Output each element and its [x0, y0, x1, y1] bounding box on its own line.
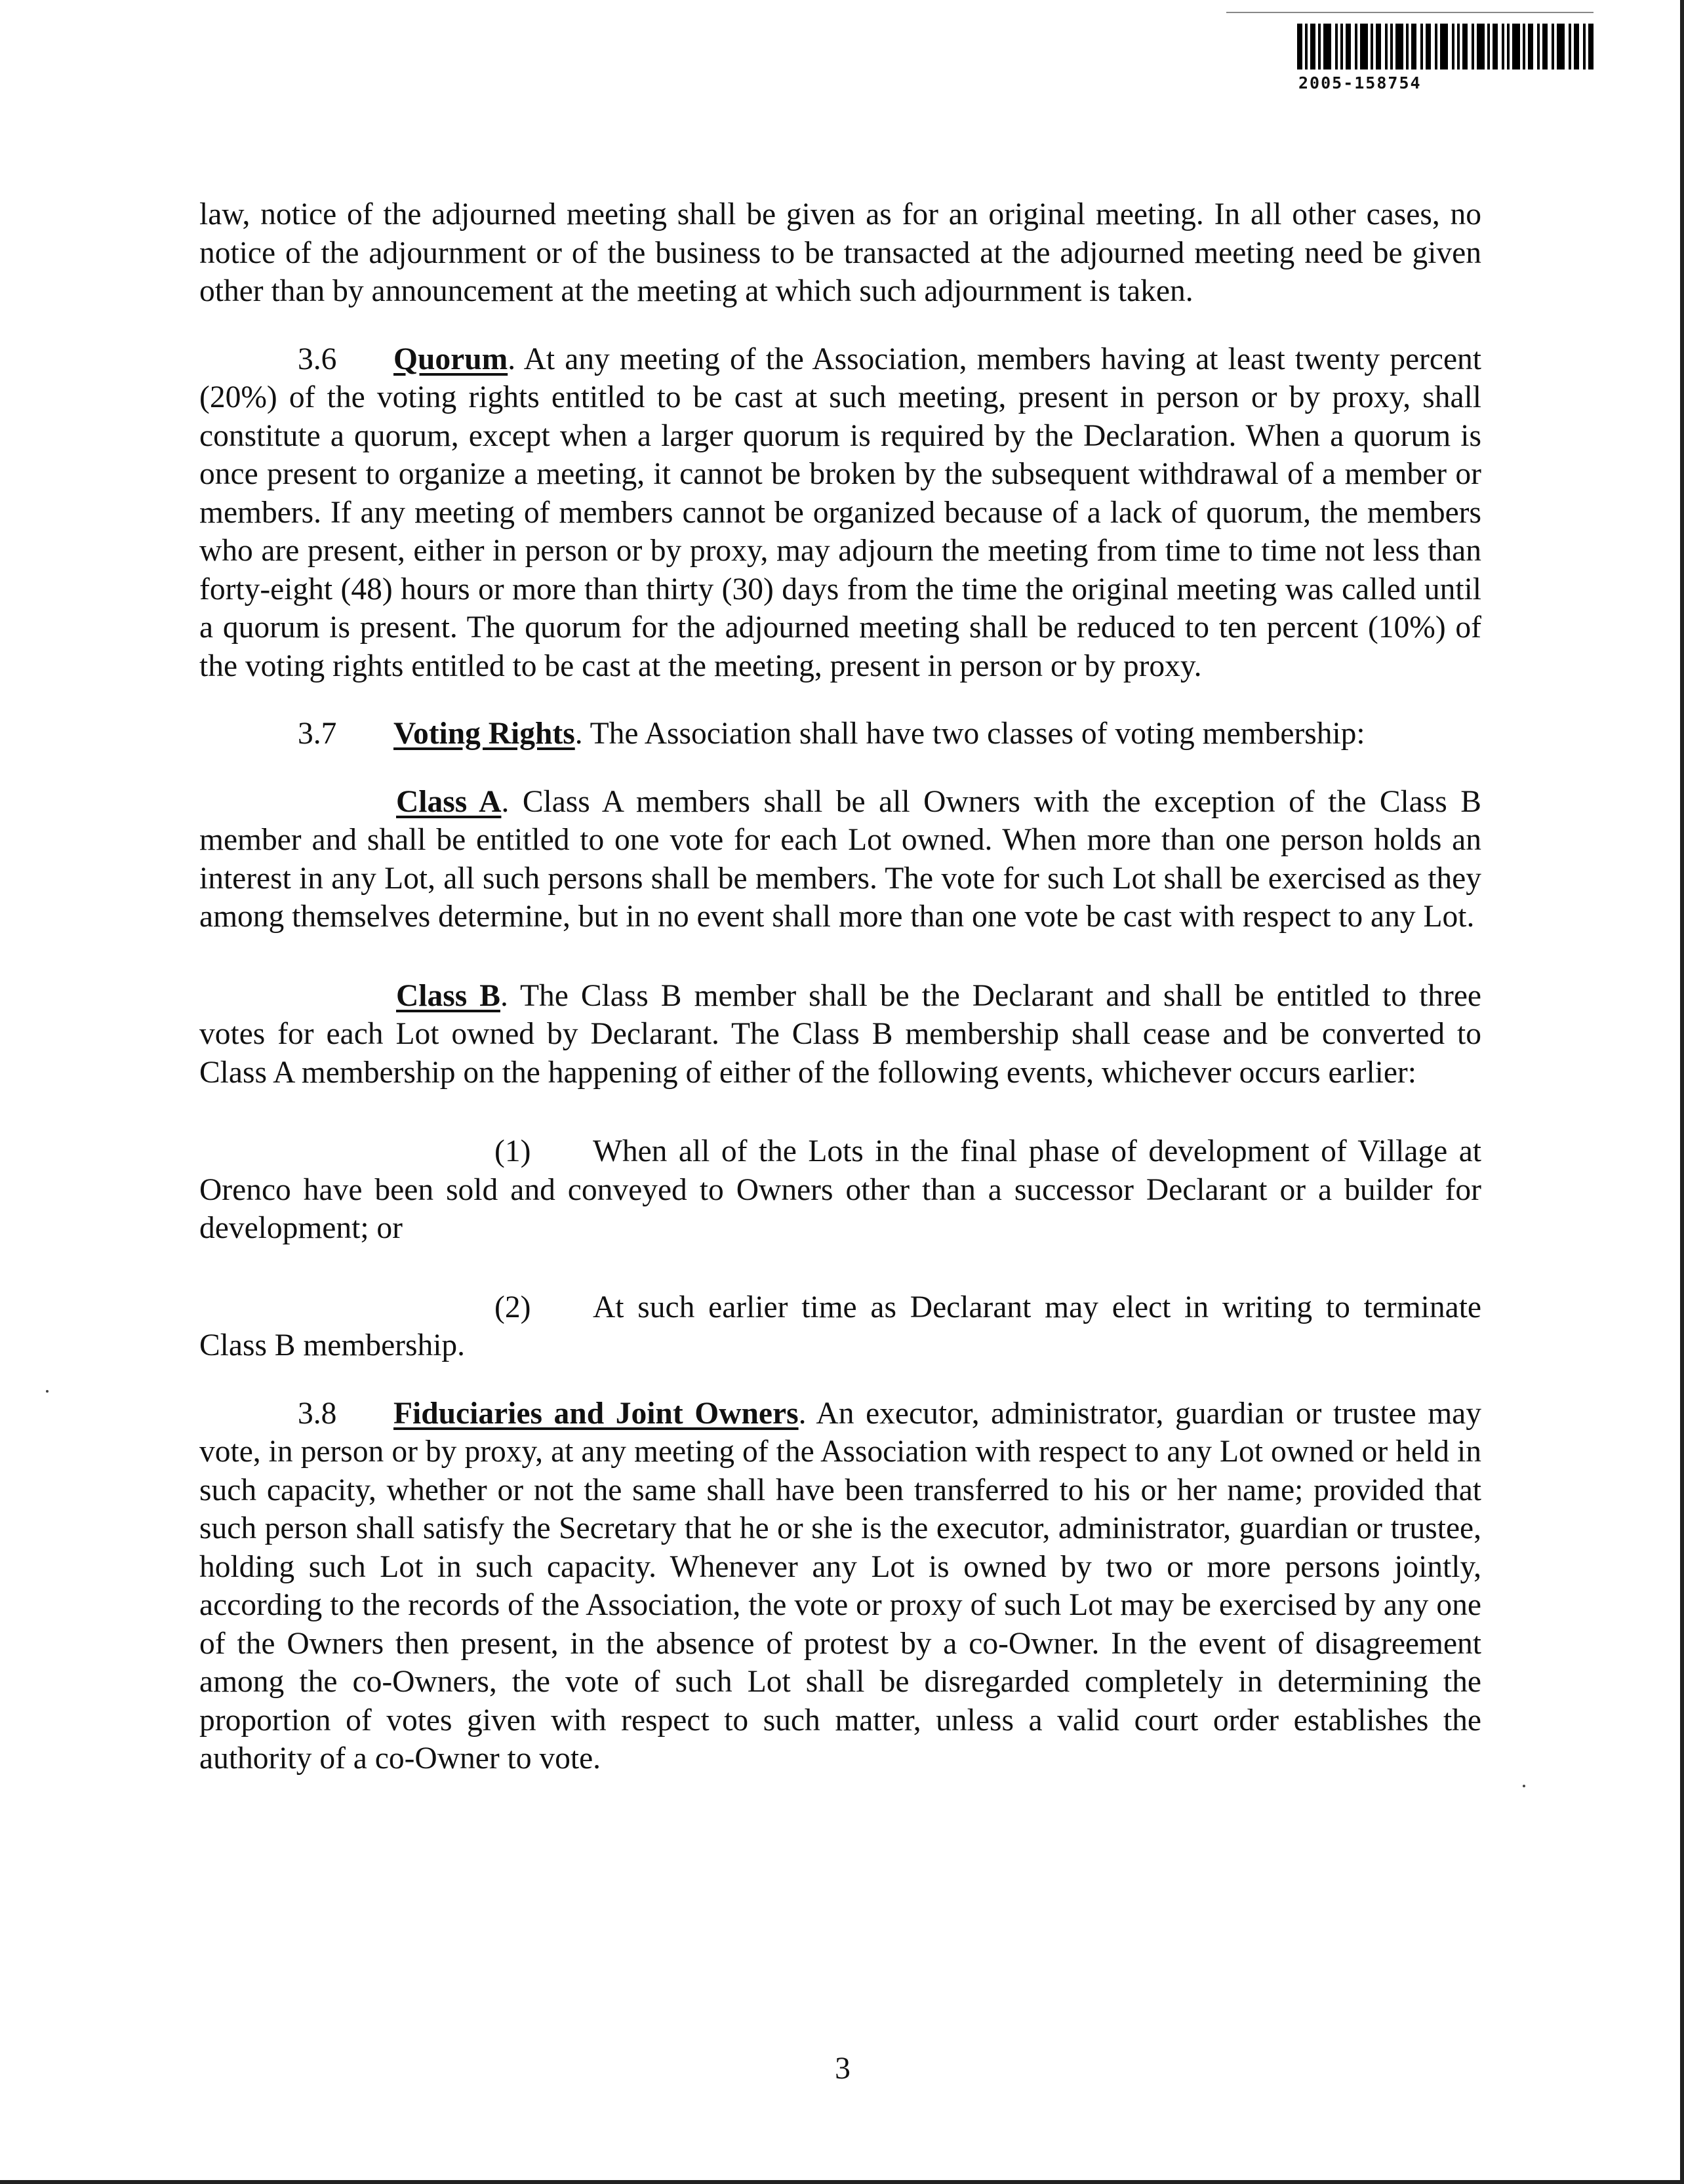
document-body: [199, 195, 1481, 1808]
class-b-paragraph: [199, 977, 1481, 1092]
section-number: 3.8: [298, 1396, 337, 1431]
paragraph-continuation: law, notice of the adjourned meeting shall be given as for an original meeting. In all other cases, no notice of the adjournment or of the business to be transacted at the adjourned meeting need be given other than by announcement at the meeting at which such adjournment is taken.: [199, 197, 1481, 308]
scan-speck: [1523, 1785, 1525, 1787]
class-text: . Class A members shall be all Owners with the exception of the Class B member and shall be entitled to one vote for each Lot owned. When more than one person holds an interest in any Lot, all such persons shall be members. The vote for such Lot shall be exercised as they among themselves determine, but in no event shall more than one vote be cast with respect to any Lot.: [199, 784, 1481, 934]
section-heading: Quorum: [393, 342, 508, 376]
list-text: At such earlier time as Declarant may elect in writing to terminate Class B membership.: [199, 1290, 1481, 1362]
barcode-image: [1297, 24, 1594, 69]
section-number: 3.7: [298, 717, 337, 751]
recording-number: 2005-158754: [1298, 73, 1422, 92]
scan-speck: [46, 1390, 49, 1393]
scan-edge-bottom: [0, 2180, 1684, 2184]
class-text: . The Class B member shall be the Declarant and shall be entitled to three votes for each Lot owned by Declarant. The Class B membership shall cease and be converted to Class A membership on the happening of either of the following events, whichever occurs earlier:: [199, 978, 1481, 1090]
list-item-2: [199, 1288, 1481, 1365]
list-number: (2): [494, 1290, 531, 1324]
section-heading: Voting Rights: [393, 717, 575, 751]
list-item-1: [199, 1132, 1481, 1248]
section-number: 3.6: [298, 342, 337, 376]
section-text: . The Association shall have two classes of voting membership:: [574, 717, 1365, 751]
section-3-7: [199, 715, 1481, 753]
section-text: . An executor, administrator, guardian or trustee may vote, in person or by proxy, at any meeting of the Association with respect to any Lot owned or held in such capacity, whether or not the same shall have been transferred to his or her name; provided that such person shall satisfy the Secretary that he or she is the executor, administrator, guardian or trustee, holding such Lot in such capacity. Whenever any Lot is owned by two or more persons jointly, according to the records of the Association, the vote or proxy of such Lot may be exercised by any one of the Owners then present, in the absence of protest by a co-Owner. In the event of disagreement among the co-Owners, the vote of such Lot shall be disregarded completely in determining the proportion of votes given with respect to such matter, unless a valid court order establishes the authority of a co-Owner to vote.: [199, 1396, 1481, 1776]
scan-edge-top: [1226, 12, 1594, 13]
list-text: When all of the Lots in the final phase of development of Village at Orenco have been sold and conveyed to Owners other than a successor Declarant or a builder for development; or: [199, 1134, 1481, 1245]
class-heading: Class B: [396, 978, 500, 1013]
page-number: 3: [835, 2052, 851, 2086]
section-3-6: [199, 340, 1481, 686]
section-3-8: [199, 1395, 1481, 1778]
section-text: . At any meeting of the Association, members having at least twenty percent (20%) of the voting rights entitled to be cast at such meeting, present in person or by proxy, shall constitute a quorum, except when a larger quorum is required by the Declaration. When a quorum is once present to organize a meeting, it cannot be broken by the subsequent withdrawal of a member or members. If any meeting of members cannot be organized because of a lack of quorum, the members who are present, either in person or by proxy, may adjourn the meeting from time to time not less than forty-eight (48) hours or more than thirty (30) days from the time the original meeting was called until a quorum is present. The quorum for the adjourned meeting shall be reduced to ten percent (10%) of the voting rights entitled to be cast at the meeting, present in person or by proxy.: [199, 342, 1481, 683]
class-a-paragraph: [199, 783, 1481, 936]
scan-edge-right: [1680, 0, 1684, 2184]
section-heading: Fiduciaries and Joint Owners: [393, 1396, 799, 1431]
class-heading: Class A: [396, 784, 502, 819]
list-number: (1): [494, 1134, 531, 1168]
